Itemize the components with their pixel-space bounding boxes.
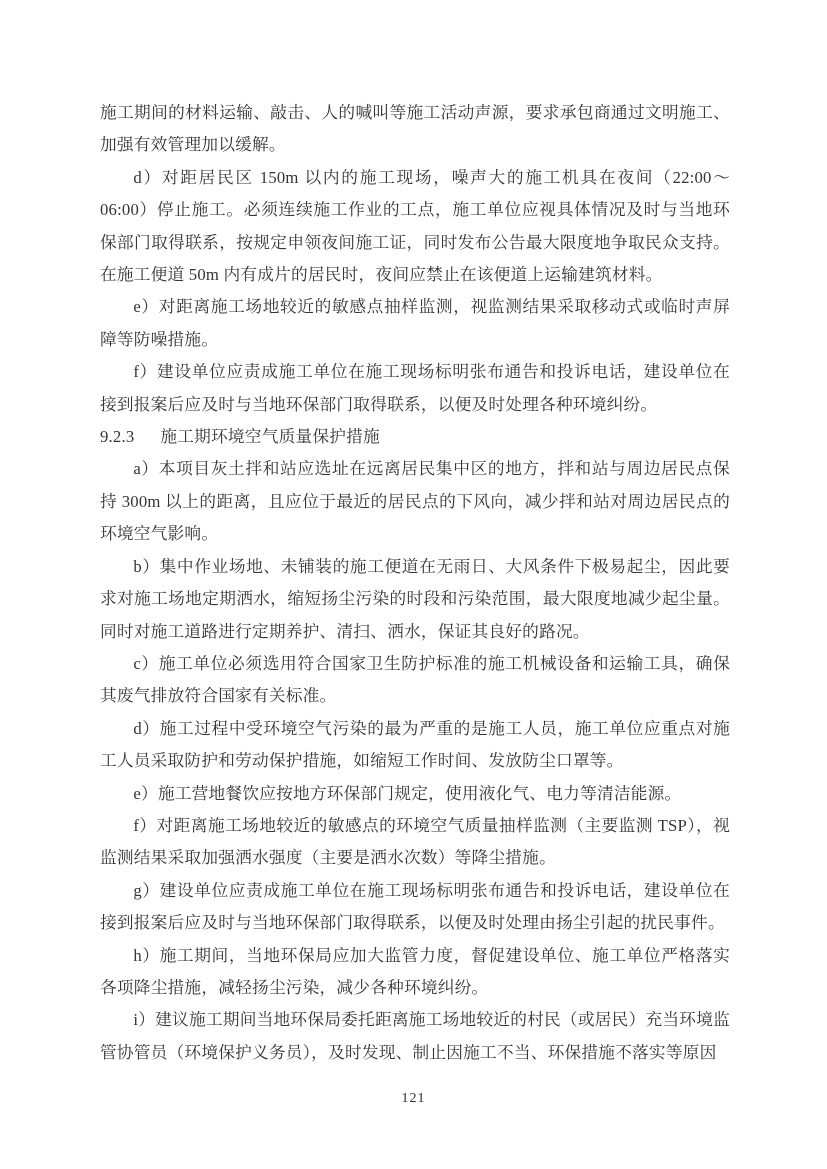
list-item-noise-d: d）对距居民区 150m 以内的施工现场，噪声大的施工机具在夜间（22:00～06:00）停止施工。必须连续施工作业的工点，施工单位应视具体情况及时与当地环保部门取得联系，按规定申领夜间施工证，同时发布公告最大限度地争取民众支持。在施工便道 50m 内有成片的居民时，夜间应禁止在该便道上运输建筑材料。 <box>100 167 730 285</box>
list-item-air-b: b）集中作业场地、未铺装的施工便道在无雨日、大风条件下极易起尘，因此要求对施工场地定期洒水，缩短扬尘污染的时段和污染范围，最大限度地减少起尘量。同时对施工道路进行定期养护、清扫、洒水，保证其良好的路况。 <box>100 556 730 641</box>
list-item-air-d: d）施工过程中受环境空气污染的最为严重的是施工人员，施工单位应重点对施工人员采取防护和劳动保护措施，如缩短工作时间、发放防尘口罩等。 <box>100 718 730 771</box>
list-item-air-i: i）建议施工期间当地环保局委托距离施工场地较近的村民（或居民）充当环境监管协管员（环境保护义务员），及时发现、制止因施工不当、环保措施不落实等原因 <box>100 1010 730 1062</box>
list-item-air-h: h）施工期间，当地环保局应加大监管力度，督促建设单位、施工单位严格落实各项降尘措施，减轻扬尘污染，减少各种环境纠纷。 <box>100 945 730 997</box>
list-item-air-e: e）施工营地餐饮应按地方环保部门规定，使用液化气、电力等清洁能源。 <box>133 783 682 803</box>
section-heading-title: 施工期环境空气质量保护措施 <box>160 427 380 447</box>
list-item-noise-e: e）对距离施工场地较近的敏感点抽样监测，视监测结果采取移动式或临时声屏障等防噪措施。 <box>100 297 730 349</box>
list-item-noise-f: f）建设单位应责成施工单位在施工现场标明张布通告和投诉电话，建设单位在接到报案后应及时与当地环保部门取得联系，以便及时处理各种环境纠纷。 <box>100 362 730 414</box>
list-item-air-c: c）施工单位必须选用符合国家卫生防护标准的施工机械设备和运输工具，确保其废气排放符合国家有关标准。 <box>100 653 730 706</box>
list-item-air-a: a）本项目灰土拌和站应选址在远离居民集中区的地方，拌和站与周边居民点保持 300m 以上的距离，且应位于最近的居民点的下风向，减少拌和站对周边居民点的环境空气影响。 <box>100 459 730 544</box>
list-item-air-g: g）建设单位应责成施工单位在施工现场标明张布通告和投诉电话，建设单位在接到报案后应及时与当地环保部门取得联系，以便及时处理由扬尘引起的扰民事件。 <box>100 880 730 933</box>
list-item-air-f: f）对距离施工场地较近的敏感点的环境空气质量抽样监测（主要监测 TSP），视监测结果采取加强洒水强度（主要是洒水次数）等降尘措施。 <box>100 815 730 868</box>
paragraph-noise-continuation: 施工期间的材料运输、敲击、人的喊叫等施工活动声源，要求承包商通过文明施工、加强有效管理加以缓解。 <box>100 103 730 155</box>
page-number: 121 <box>401 1091 426 1106</box>
page-body-text <box>100 97 730 1069</box>
section-heading-number: 9.2.3 <box>100 427 135 447</box>
section-heading <box>100 421 730 453</box>
